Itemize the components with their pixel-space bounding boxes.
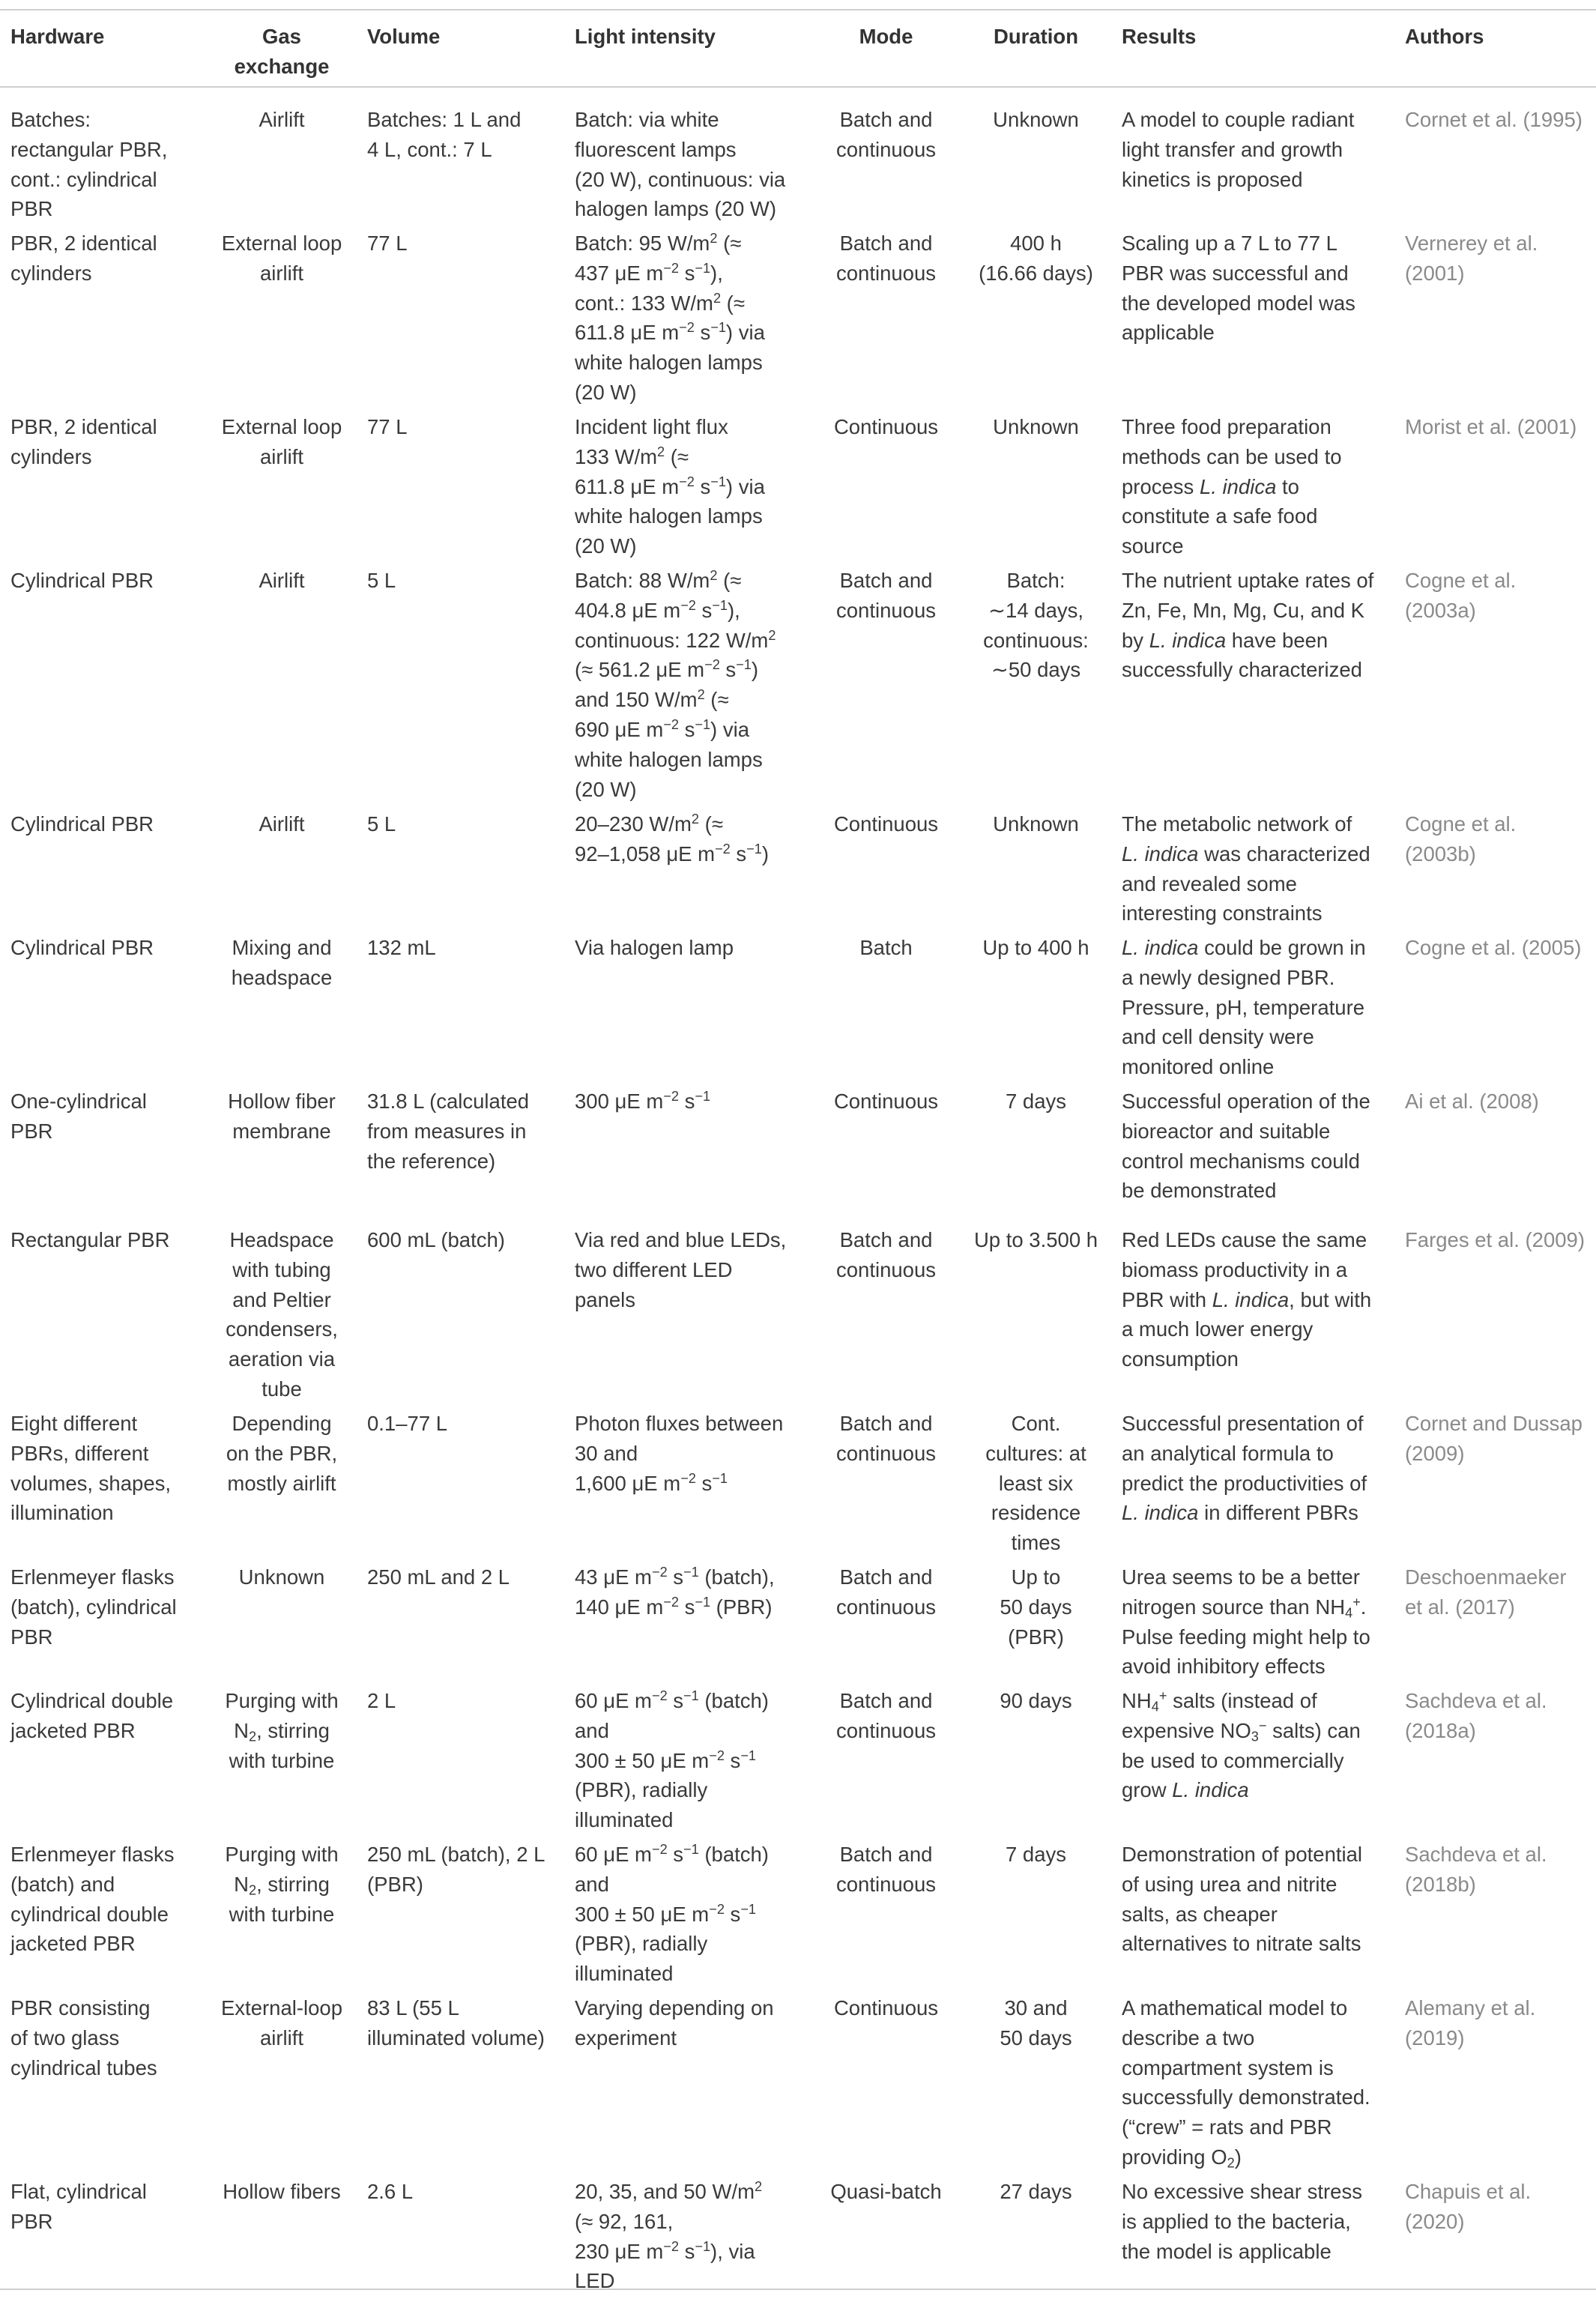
cell-results: Demonstration of potential of using urea and nitrite salts, as cheaper alternatives to nitrate salts bbox=[1122, 1843, 1363, 1956]
column-header-mode: Mode bbox=[859, 25, 913, 48]
cell-authors: Cogne et al. (2003a) bbox=[1405, 569, 1517, 622]
cell-authors: Cornet et al. (1995) bbox=[1405, 108, 1583, 131]
cell-gas: Airlift bbox=[259, 108, 305, 131]
cell-hardware: One-cylindrical PBR bbox=[10, 1090, 147, 1143]
cell-mode: Batch and continuous bbox=[835, 108, 936, 161]
cell-volume: 250 mL and 2 L bbox=[367, 1565, 510, 1589]
cell-duration: Unknown bbox=[993, 415, 1079, 438]
column-header-hardware: Hardware bbox=[10, 25, 105, 48]
cell-gas: Depending on the PBR, mostly airlift bbox=[226, 1412, 338, 1495]
cell-gas: External-loop airlift bbox=[220, 1996, 343, 2049]
cell-volume: 250 mL (batch), 2 L (PBR) bbox=[367, 1843, 545, 1896]
cell-mode: Continuous bbox=[833, 1090, 939, 1113]
cell-gas: External loop airlift bbox=[221, 232, 342, 285]
cell-volume: 2.6 L bbox=[367, 2180, 414, 2203]
cell-duration: Up to 3.500 h bbox=[973, 1228, 1098, 1251]
cell-hardware: Batches: rectangular PBR, cont.: cylindrical PBR bbox=[10, 108, 168, 221]
cell-mode: Batch and continuous bbox=[835, 569, 936, 622]
table-header-rule bbox=[0, 86, 1596, 88]
cell-duration: 90 days bbox=[1000, 1689, 1072, 1712]
column-header-gas: Gas exchange bbox=[234, 25, 330, 78]
cell-mode: Batch and continuous bbox=[835, 1565, 936, 1619]
cell-light: Incident light flux 133 $W/m^2$ (≈ 611.8 μE $m^{-2}$ $s^{-1}$) via white halogen lamps (20 W) bbox=[575, 415, 765, 558]
cell-gas: Hollow fibers bbox=[223, 2180, 341, 2203]
cell-hardware: PBR, 2 identical cylinders bbox=[10, 232, 157, 285]
cell-duration: 27 days bbox=[1000, 2180, 1072, 2203]
cell-results: A mathematical model to describe a two compartment system is successfully demonstrated. (“crew” = rats and PBR providing $O_2$) bbox=[1122, 1996, 1370, 2171]
cell-volume: Batches: 1 L and 4 L, cont.: 7 L bbox=[367, 108, 522, 161]
cell-authors: Deschoenmaeker et al. (2017) bbox=[1405, 1565, 1567, 1619]
cell-mode: Batch and continuous bbox=[835, 1228, 936, 1281]
cell-results: The metabolic network of L. indica was characterized and revealed some interesting constraints bbox=[1122, 812, 1370, 925]
cell-duration: Cont. cultures: at least six residence times bbox=[985, 1412, 1086, 1555]
column-header-authors: Authors bbox=[1405, 25, 1484, 48]
column-header-results: Results bbox=[1122, 25, 1197, 48]
cell-mode: Batch bbox=[859, 936, 913, 959]
cell-duration: 7 days bbox=[1005, 1843, 1067, 1866]
cell-results: The nutrient uptake rates of Zn, Fe, Mn, Mg, Cu, and K by L. indica have been successfully characterized bbox=[1122, 569, 1374, 682]
cell-light: Batch: 95 $W/m^2$ (≈ 437 μE $m^{-2}$ $s^{-1}$), cont.: 133 $W/m^2$ (≈ 611.8 μE $m^{-2}$ $s^{-1}$) via white halogen lamps (20 W) bbox=[575, 231, 765, 404]
cell-results: Successful operation of the bioreactor and suitable control mechanisms could be demonstrated bbox=[1122, 1090, 1370, 1203]
cell-volume: 83 L (55 L illuminated volume) bbox=[367, 1996, 545, 2049]
cell-mode: Continuous bbox=[833, 1996, 939, 2019]
cell-gas: Airlift bbox=[259, 812, 305, 836]
cell-light: Batch: via white fluorescent lamps (20 W), continuous: via halogen lamps (20 W) bbox=[575, 108, 786, 221]
cell-authors: Farges et al. (2009) bbox=[1405, 1228, 1585, 1251]
cell-light: Batch: 88 $W/m^2$ (≈ 404.8 μE $m^{-2}$ $s^{-1}$), continuous: 122 $W/m^2$ (≈ 561.2 μE $m^{-2}$ $s^{-1}$) and 150 $W/m^2$ (≈ 690 μE $m^{-2}$ $s^{-1}$) via white halogen lamps (20 W) bbox=[575, 568, 776, 801]
cell-duration: 400 h (16.66 days) bbox=[979, 232, 1093, 285]
cell-authors: Sachdeva et al. (2018b) bbox=[1405, 1843, 1547, 1896]
cell-authors: Cornet and Dussap (2009) bbox=[1405, 1412, 1583, 1465]
cell-gas: Purging with $N_2$, stirring with turbine bbox=[225, 1843, 339, 1926]
cell-hardware: Cylindrical double jacketed PBR bbox=[10, 1689, 174, 1742]
cell-mode: Continuous bbox=[833, 812, 939, 836]
cell-hardware: Cylindrical PBR bbox=[10, 812, 154, 836]
cell-gas: Airlift bbox=[259, 569, 305, 592]
cell-light: Varying depending on experiment bbox=[575, 1996, 774, 2049]
cell-results: Scaling up a 7 L to 77 L PBR was successful and the developed model was applicable bbox=[1122, 232, 1355, 345]
cell-gas: Purging with $N_2$, stirring with turbine bbox=[225, 1689, 339, 1772]
cell-volume: 5 L bbox=[367, 569, 396, 592]
cell-duration: Unknown bbox=[993, 108, 1079, 131]
cell-duration: 7 days bbox=[1005, 1090, 1067, 1113]
cell-results: Three food preparation methods can be used to process L. indica to constitute a safe food source bbox=[1122, 415, 1342, 558]
cell-gas: External loop airlift bbox=[221, 415, 342, 468]
cell-authors: Chapuis et al. (2020) bbox=[1405, 2180, 1532, 2233]
cell-gas: Mixing and headspace bbox=[231, 936, 333, 989]
cell-authors: Cogne et al. (2005) bbox=[1405, 936, 1582, 959]
cell-duration: 30 and 50 days bbox=[1000, 1996, 1072, 2049]
cell-gas: Hollow fiber membrane bbox=[228, 1090, 336, 1143]
cell-duration: Up to 50 days (PBR) bbox=[1000, 1565, 1072, 1649]
column-header-light: Light intensity bbox=[575, 25, 716, 48]
cell-authors: Morist et al. (2001) bbox=[1405, 415, 1577, 438]
cell-light: Photon fluxes between 30 and 1,600 μE $m^{-2}$ $s^{-1}$ bbox=[575, 1412, 784, 1495]
cell-mode: Batch and continuous bbox=[835, 1843, 936, 1896]
cell-authors: Ai et al. (2008) bbox=[1405, 1090, 1539, 1113]
cell-volume: 77 L bbox=[367, 415, 408, 438]
cell-results: $NH_4^+$ salts (instead of expensive $NO_3^-$ salts) can be used to commercially grow L. indica bbox=[1122, 1688, 1361, 1802]
cell-hardware: PBR consisting of two glass cylindrical tubes bbox=[10, 1996, 157, 2079]
cell-mode: Batch and continuous bbox=[835, 1412, 936, 1465]
cell-volume: 0.1–77 L bbox=[367, 1412, 448, 1435]
cell-hardware: PBR, 2 identical cylinders bbox=[10, 415, 157, 468]
cell-mode: Continuous bbox=[833, 415, 939, 438]
cell-authors: Vernerey et al. (2001) bbox=[1405, 232, 1538, 285]
cell-hardware: Erlenmeyer flasks (batch) and cylindrical double jacketed PBR bbox=[10, 1843, 175, 1956]
cell-authors: Sachdeva et al. (2018a) bbox=[1405, 1689, 1547, 1742]
cell-light: Via halogen lamp bbox=[575, 936, 734, 959]
cell-volume: 132 mL bbox=[367, 936, 436, 959]
cell-results: Urea seems to be a better nitrogen source than $NH_4^+$. Pulse feeding might help to avoid inhibitory effects bbox=[1122, 1565, 1370, 1679]
cell-authors: Cogne et al. (2003b) bbox=[1405, 812, 1517, 865]
cell-results: A model to couple radiant light transfer and growth kinetics is proposed bbox=[1122, 108, 1355, 191]
cell-light: 60 μE $m^{-2}$ $s^{-1}$ (batch) and 300 ± 50 μE $m^{-2}$ $s^{-1}$ (PBR), radially illuminated bbox=[575, 1842, 769, 1986]
cell-volume: 600 mL (batch) bbox=[367, 1228, 505, 1251]
cell-duration: Batch: ∼14 days, continuous: ∼50 days bbox=[983, 569, 1089, 682]
cell-hardware: Flat, cylindrical PBR bbox=[10, 2180, 147, 2233]
cell-volume: 2 L bbox=[367, 1689, 396, 1712]
cell-hardware: Rectangular PBR bbox=[10, 1228, 170, 1251]
cell-mode: Quasi-batch bbox=[830, 2180, 942, 2203]
cell-gas: Unknown bbox=[238, 1565, 325, 1589]
cell-results: Successful presentation of an analytical formula to predict the productivities of L. indica in different PBRs bbox=[1122, 1412, 1367, 1525]
column-header-duration: Duration bbox=[993, 25, 1079, 48]
cell-light: 43 μE $m^{-2}$ $s^{-1}$ (batch), 140 μE $m^{-2}$ $s^{-1}$ (PBR) bbox=[575, 1565, 775, 1619]
cell-volume: 77 L bbox=[367, 232, 408, 255]
cell-results: Red LEDs cause the same biomass productivity in a PBR with L. indica, but with a much lower energy consumption bbox=[1122, 1228, 1372, 1371]
cell-mode: Batch and continuous bbox=[835, 232, 936, 285]
cell-authors: Alemany et al. (2019) bbox=[1405, 1996, 1536, 2049]
cell-results: L. indica could be grown in a newly designed PBR. Pressure, pH, temperature and cell density were monitored online bbox=[1122, 936, 1366, 1079]
cell-light: 20–230 $W/m^2$ (≈ 92–1,058 μE $m^{-2}$ $s^{-1}$) bbox=[575, 812, 770, 865]
cell-light: 60 μE $m^{-2}$ $s^{-1}$ (batch) and 300 ± 50 μE $m^{-2}$ $s^{-1}$ (PBR), radially illuminated bbox=[575, 1688, 769, 1832]
cell-hardware: Cylindrical PBR bbox=[10, 569, 154, 592]
cell-mode: Batch and continuous bbox=[835, 1689, 936, 1742]
cell-gas: Headspace with tubing and Peltier condensers, aeration via tube bbox=[226, 1228, 338, 1401]
cell-hardware: Cylindrical PBR bbox=[10, 936, 154, 959]
table-top-rule bbox=[0, 9, 1596, 10]
cell-results: No excessive shear stress is applied to the bacteria, the model is applicable bbox=[1122, 2180, 1362, 2263]
cell-light: 300 μE $m^{-2}$ $s^{-1}$ bbox=[575, 1089, 711, 1113]
cell-light: Via red and blue LEDs, two different LED panels bbox=[575, 1228, 787, 1311]
cell-duration: Up to 400 h bbox=[982, 936, 1089, 959]
cell-hardware: Erlenmeyer flasks (batch), cylindrical PBR bbox=[10, 1565, 177, 1649]
cell-volume: 5 L bbox=[367, 812, 396, 836]
cell-light: 20, 35, and 50 $W/m^2$ (≈ 92, 161, 230 μE $m^{-2}$ $s^{-1}$), via LED bbox=[575, 2179, 763, 2293]
cell-volume: 31.8 L (calculated from measures in the reference) bbox=[367, 1090, 530, 1173]
column-header-volume: Volume bbox=[367, 25, 441, 48]
cell-hardware: Eight different PBRs, different volumes, shapes, illumination bbox=[10, 1412, 171, 1525]
cell-duration: Unknown bbox=[993, 812, 1079, 836]
